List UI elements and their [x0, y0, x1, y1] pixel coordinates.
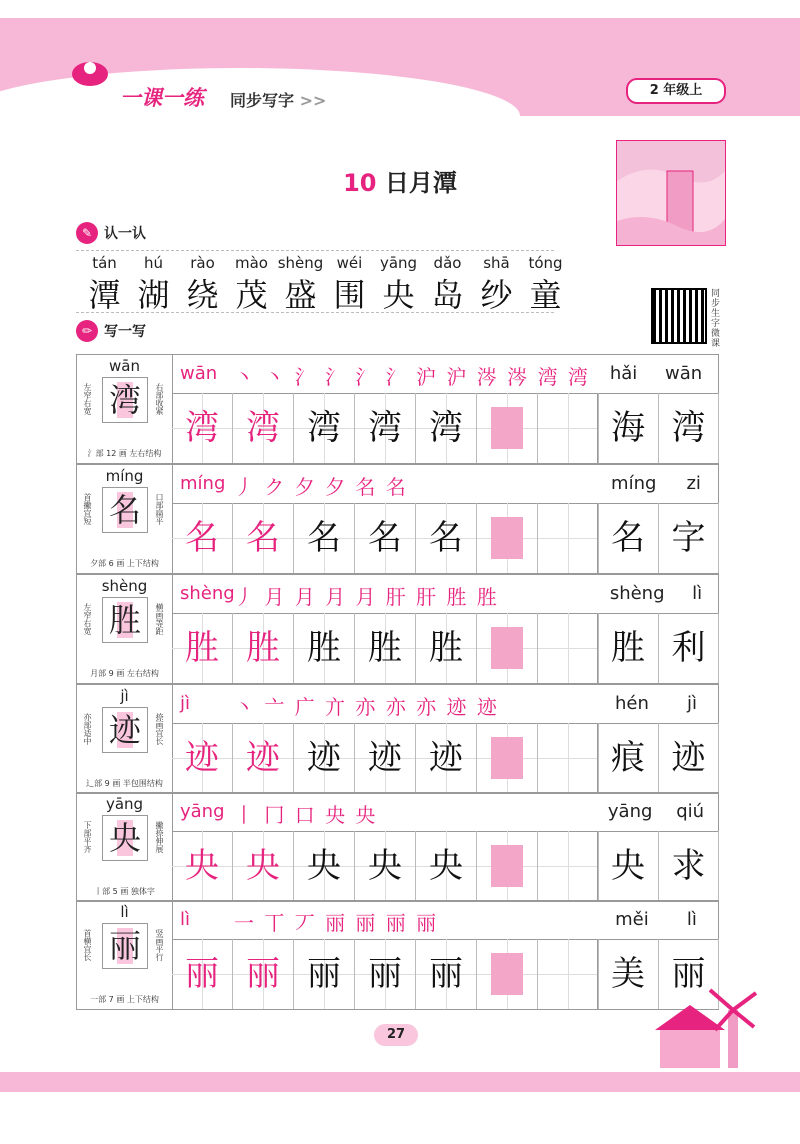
char-pinyin: shèng — [101, 577, 148, 595]
stroke-order: 丶 亠 广 亣 亦 亦 亦 迹 迹 — [234, 695, 499, 719]
radical-info: 辶部 9 画 半包围结构 — [86, 779, 163, 788]
trace-pinyin: jì — [180, 693, 191, 714]
shape-hint — [491, 953, 523, 995]
char-glyph: 丽 — [108, 927, 141, 965]
example-word — [597, 723, 719, 793]
tip-left: 左窄右宽 — [83, 383, 92, 415]
word-pinyin: měi lì — [615, 909, 697, 930]
word-char: 痕 — [598, 723, 659, 793]
trace-cell[interactable]: 迹 — [172, 723, 233, 793]
tip-right: 口部扁平 — [155, 493, 164, 525]
mascot-icon — [66, 56, 114, 92]
pinyin-line — [172, 465, 718, 504]
radical-info: 氵部 12 画 左右结构 — [87, 449, 162, 458]
trace-pinyin: lì — [180, 909, 191, 930]
trace-cell[interactable]: 央 — [172, 831, 233, 901]
pinyin-line — [172, 355, 718, 394]
copy-cell[interactable]: 央 — [355, 831, 416, 901]
word-char: 海 — [598, 393, 659, 463]
copy-cell[interactable]: 名 — [416, 503, 477, 573]
recognize-top-rule — [76, 250, 554, 251]
trace-cell[interactable]: 湾 — [233, 393, 294, 463]
char-card — [77, 465, 173, 573]
char-box — [102, 815, 148, 861]
tip-left: 下部平齐 — [83, 821, 92, 853]
shape-hint — [491, 737, 523, 779]
pinyin-line — [172, 793, 718, 832]
copy-cell[interactable]: 湾 — [416, 393, 477, 463]
char-card — [77, 793, 173, 901]
practice-grid — [172, 831, 599, 901]
writing-row — [76, 900, 719, 1010]
qr-caption: 同步生字微课 — [709, 288, 719, 348]
radical-info: 丨部 5 画 独体字 — [94, 887, 155, 896]
copy-cell[interactable]: 湾 — [355, 393, 416, 463]
copy-cell[interactable]: 胜 — [294, 613, 355, 683]
recognize-item: tán 潭 — [88, 254, 121, 314]
recognize-item: yāng 央 — [379, 254, 418, 314]
radical-info: 夕部 6 画 上下结构 — [90, 559, 159, 568]
tip-right: 右部收紧 — [155, 383, 164, 415]
char-card — [77, 685, 173, 793]
practice-grid — [172, 613, 599, 683]
copy-cell[interactable]: 迹 — [355, 723, 416, 793]
practice-cell[interactable] — [538, 939, 599, 1009]
practice-cell[interactable] — [477, 831, 538, 901]
word-pinyin: míng zi — [611, 473, 701, 494]
recognize-list — [80, 254, 570, 316]
recognize-item: shā 纱 — [480, 254, 513, 314]
writing-row — [76, 464, 719, 574]
radical-info: 一部 7 画 上下结构 — [90, 995, 159, 1004]
trace-cell[interactable]: 央 — [233, 831, 294, 901]
trace-cell[interactable]: 名 — [172, 503, 233, 573]
practice-cell[interactable] — [477, 939, 538, 1009]
recognize-item: mào 茂 — [235, 254, 268, 314]
char-pinyin: lì — [120, 903, 129, 921]
series-subtitle: 同步写字 >> — [230, 91, 327, 110]
practice-cell[interactable] — [477, 723, 538, 793]
write-heading: ✏ 写一写 — [76, 320, 146, 342]
qr-code[interactable] — [651, 288, 707, 344]
word-pinyin: hén jì — [615, 693, 697, 714]
trace-cell[interactable]: 胜 — [172, 613, 233, 683]
trace-cell[interactable]: 迹 — [233, 723, 294, 793]
char-box — [102, 597, 148, 643]
writing-row — [76, 574, 719, 684]
example-word — [597, 503, 719, 573]
char-box — [102, 923, 148, 969]
pinyin-line — [172, 575, 718, 614]
copy-cell[interactable]: 名 — [355, 503, 416, 573]
tip-right: 撇捺伸展 — [155, 821, 164, 853]
word-char: 利 — [659, 613, 720, 683]
example-word — [597, 613, 719, 683]
recognize-item: wéi 围 — [333, 254, 366, 314]
char-pinyin: wān — [109, 357, 140, 375]
shape-hint — [491, 627, 523, 669]
practice-cell[interactable] — [477, 393, 538, 463]
writing-row — [76, 792, 719, 902]
char-box — [102, 707, 148, 753]
practice-cell[interactable] — [538, 831, 599, 901]
example-word — [597, 393, 719, 463]
practice-grid — [172, 503, 599, 573]
trace-pinyin: yāng — [180, 801, 225, 822]
char-glyph: 央 — [108, 819, 141, 857]
copy-cell[interactable]: 迹 — [416, 723, 477, 793]
word-char: 美 — [598, 939, 659, 1009]
radical-info: 月部 9 画 左右结构 — [90, 669, 159, 678]
footer-band — [0, 1072, 800, 1092]
stroke-order: 一 丅 丆 丽 丽 丽 丽 — [234, 911, 439, 935]
shape-hint — [491, 517, 523, 559]
practice-grid — [172, 723, 599, 793]
trace-pinyin: wān — [180, 363, 218, 384]
word-char: 湾 — [659, 393, 720, 463]
char-pinyin: jì — [120, 687, 129, 705]
practice-cell[interactable] — [538, 723, 599, 793]
copy-cell[interactable]: 胜 — [416, 613, 477, 683]
recognize-item: shèng 盛 — [277, 254, 324, 314]
practice-cell[interactable] — [538, 393, 599, 463]
practice-cell[interactable] — [477, 503, 538, 573]
shape-hint — [491, 845, 523, 887]
practice-cell[interactable] — [538, 503, 599, 573]
copy-cell[interactable]: 丽 — [355, 939, 416, 1009]
practice-cell[interactable] — [538, 613, 599, 683]
word-char: 字 — [659, 503, 720, 573]
trace-pinyin: shèng — [180, 583, 235, 604]
shape-hint — [491, 407, 523, 449]
recognize-item: hú 湖 — [137, 254, 170, 314]
copy-cell[interactable]: 央 — [294, 831, 355, 901]
char-card — [77, 575, 173, 683]
word-char: 求 — [659, 831, 720, 901]
char-pinyin: yāng — [105, 795, 144, 813]
recognize-item: tóng 童 — [528, 254, 563, 314]
book-icon: ✎ — [76, 222, 98, 244]
char-glyph: 湾 — [108, 381, 141, 419]
word-char: 名 — [598, 503, 659, 573]
stroke-order: 丿 ク 夕 夕 名 名 — [234, 475, 408, 499]
recognize-heading: ✎ 认一认 — [76, 222, 146, 244]
recognize-item: rào 绕 — [186, 254, 219, 314]
word-char: 胜 — [598, 613, 659, 683]
copy-cell[interactable]: 湾 — [294, 393, 355, 463]
pencil-icon: ✏ — [76, 320, 98, 342]
copy-cell[interactable]: 央 — [416, 831, 477, 901]
tip-right: 竖画平行 — [155, 929, 164, 961]
char-glyph: 名 — [108, 491, 141, 529]
char-box — [102, 377, 148, 423]
copy-cell[interactable]: 名 — [294, 503, 355, 573]
recognize-bottom-rule — [76, 312, 554, 313]
trace-cell[interactable]: 丽 — [172, 939, 233, 1009]
word-char: 迹 — [659, 723, 720, 793]
practice-grid — [172, 393, 599, 463]
stroke-order: 丶 丶 氵 氵 氵 氵 沪 沪 涔 涔 湾 湾 — [234, 365, 590, 389]
stroke-order: 丿 月 月 月 月 肝 肝 胜 胜 — [234, 585, 499, 609]
char-glyph: 迹 — [108, 711, 141, 749]
writing-row — [76, 354, 719, 464]
char-card — [77, 901, 173, 1009]
trace-cell[interactable]: 胜 — [233, 613, 294, 683]
char-pinyin: míng — [105, 467, 144, 485]
trace-cell[interactable]: 丽 — [233, 939, 294, 1009]
word-pinyin: hǎi wān — [609, 363, 703, 384]
grade-badge: 2 年级上 — [626, 78, 726, 104]
lesson-title: 10 日月潭 — [343, 169, 457, 197]
pinyin-line — [172, 685, 718, 724]
char-card — [77, 355, 173, 463]
copy-cell[interactable]: 丽 — [294, 939, 355, 1009]
tip-right: 捺画宜长 — [155, 713, 164, 745]
copy-cell[interactable]: 胜 — [355, 613, 416, 683]
recognize-item: dǎo 岛 — [431, 254, 464, 314]
word-char: 丽 — [659, 939, 720, 1009]
stroke-order: 丨 冂 口 央 央 — [234, 803, 378, 827]
trace-cell[interactable]: 湾 — [172, 393, 233, 463]
writing-row — [76, 684, 719, 794]
tip-right: 横画等距 — [155, 603, 164, 635]
house-windmill-icon — [650, 985, 760, 1070]
copy-cell[interactable]: 迹 — [294, 723, 355, 793]
copy-cell[interactable]: 丽 — [416, 939, 477, 1009]
word-pinyin: shèng lì — [609, 583, 703, 604]
practice-grid — [172, 939, 599, 1009]
tip-left: 亦部适中 — [83, 713, 92, 745]
lesson-illustration — [616, 140, 726, 246]
trace-cell[interactable]: 名 — [233, 503, 294, 573]
tip-left: 首横宜长 — [83, 929, 92, 961]
char-glyph: 胜 — [108, 601, 141, 639]
char-box — [102, 487, 148, 533]
word-char: 央 — [598, 831, 659, 901]
tip-left: 首撇宜短 — [83, 493, 92, 525]
trace-pinyin: míng — [180, 473, 226, 494]
pinyin-line — [172, 901, 718, 940]
series-title: 一课一练 — [120, 86, 204, 110]
page-number: 27 — [374, 1024, 418, 1046]
word-pinyin: yāng qiú — [607, 801, 705, 822]
example-word — [597, 831, 719, 901]
tip-left: 左窄右宽 — [83, 603, 92, 635]
practice-cell[interactable] — [477, 613, 538, 683]
